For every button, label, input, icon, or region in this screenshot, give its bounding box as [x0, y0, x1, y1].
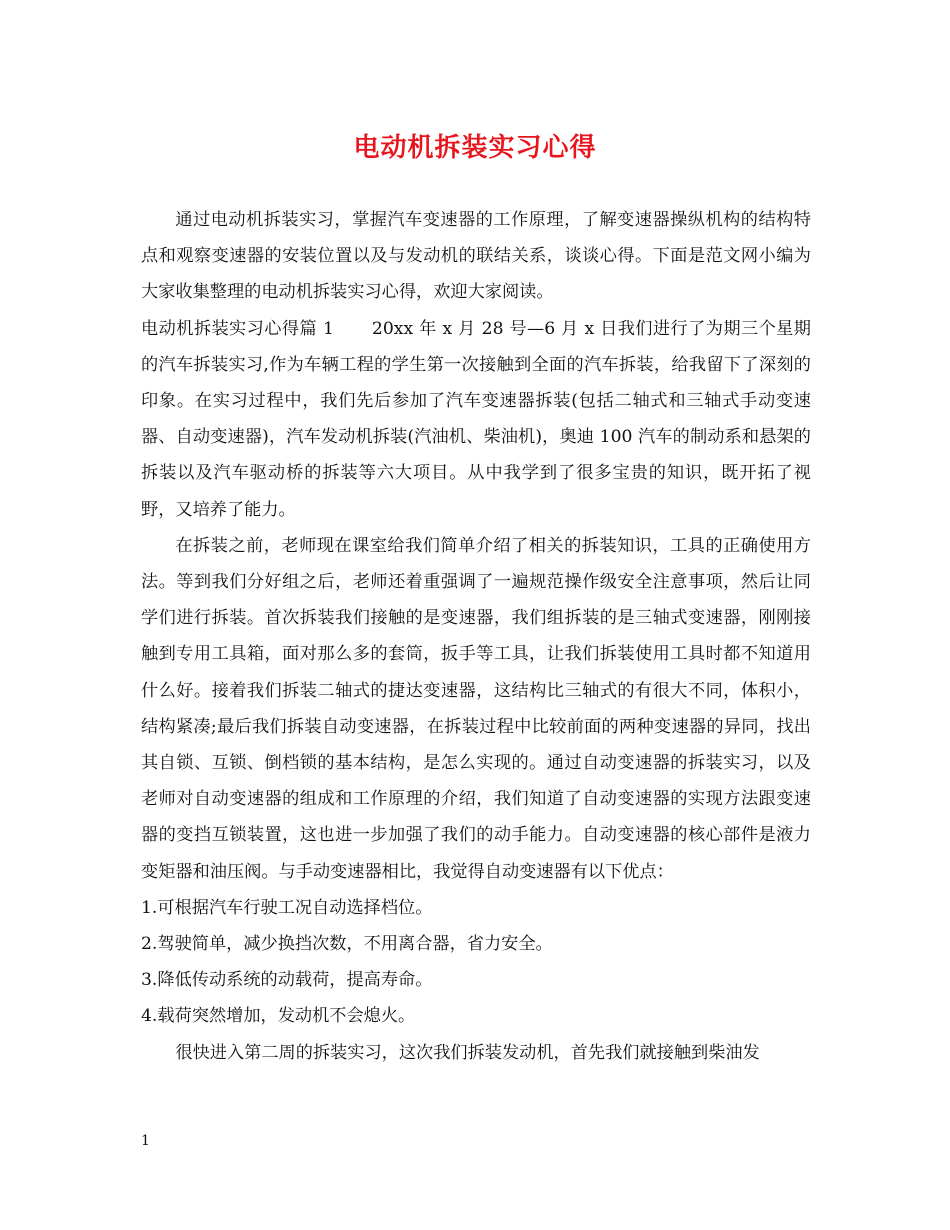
section-first-paragraph-line — [141, 311, 811, 528]
list-item: 1.可根据汽车行驶工况自动选择档位。 — [141, 897, 433, 918]
body-paragraph-2: 在拆装之前，老师现在课室给我们简单介绍了相关的拆装知识，工具的正确使用方法。等到我们分好组之后，老师还着重强调了一遍规范操作级安全注意事项，然后让同学们进行拆装。首次拆装我们接触的是变速器，我们组拆装的是三轴式变速器，刚刚接触到专用工具箱，面对那么多的套筒，扳手等工具，让我们拆装使用工具时都不知道用什么好。接着我们拆装二轴式的捷达变速器，这结构比三轴式的有很大不同，体积小，结构紧凑;最后我们拆装自动变速器，在拆装过程中比较前面的两种变速器的异同，找出其自锁、互锁、倒档锁的基本结构，是怎么实现的。通过自动变速器的拆装实习，以及老师对自动变速器的组成和工作原理的介绍，我们知道了自动变速器的实现方法跟变速器的变挡互锁装置，这也进一步加强了我们的动手能力。自动变速器的核心部件是液力变矩器和油压阀。与手动变速器相比，我觉得自动变速器有以下优点： — [141, 535, 811, 882]
section-first-paragraph: 20xx 年 x 月 28 号—6 月 x 日我们进行了为期三个星期的汽车拆装实习,作为车辆工程的学生第一次接触到全面的汽车拆装，给我留下了深刻的印象。在实习过程中，我们先后参加了汽车变速器拆装(包括二轴式和三轴式手动变速器、自动变速器)，汽车发动机拆装(汽油机、柴油机)，奥迪 100 汽车的制动系和悬架的拆装以及汽车驱动桥的拆装等六大项目。从中我学到了很多宝贵的知识，既开拓了视野，又培养了能力。 — [141, 318, 811, 520]
list-item: 2.驾驶简单，减少换挡次数，不用离合器，省力安全。 — [141, 934, 553, 955]
section-heading: 电动机拆装实习心得篇 1 — [141, 318, 334, 339]
intro-paragraph: 通过电动机拆装实习，掌握汽车变速器的工作原理，了解变速器操纵机构的结构特点和观察变速器的安装位置以及与发动机的联结关系，谈谈心得。下面是范文网小编为大家收集整理的电动机拆装实习心得，欢迎大家阅读。 — [141, 210, 811, 303]
list-item: 4.载荷突然增加，发动机不会熄火。 — [141, 1006, 416, 1027]
body-paragraph-3: 很快进入第二周的拆装实习，这次我们拆装发动机，首先我们就接触到柴油发 — [175, 1042, 760, 1063]
document-title: 电动机拆装实习心得 — [353, 133, 597, 163]
page-number: 1 — [141, 1133, 150, 1149]
document-body — [141, 202, 811, 1071]
list-item: 3.降低传动系统的动载荷，提高寿命。 — [141, 970, 433, 991]
